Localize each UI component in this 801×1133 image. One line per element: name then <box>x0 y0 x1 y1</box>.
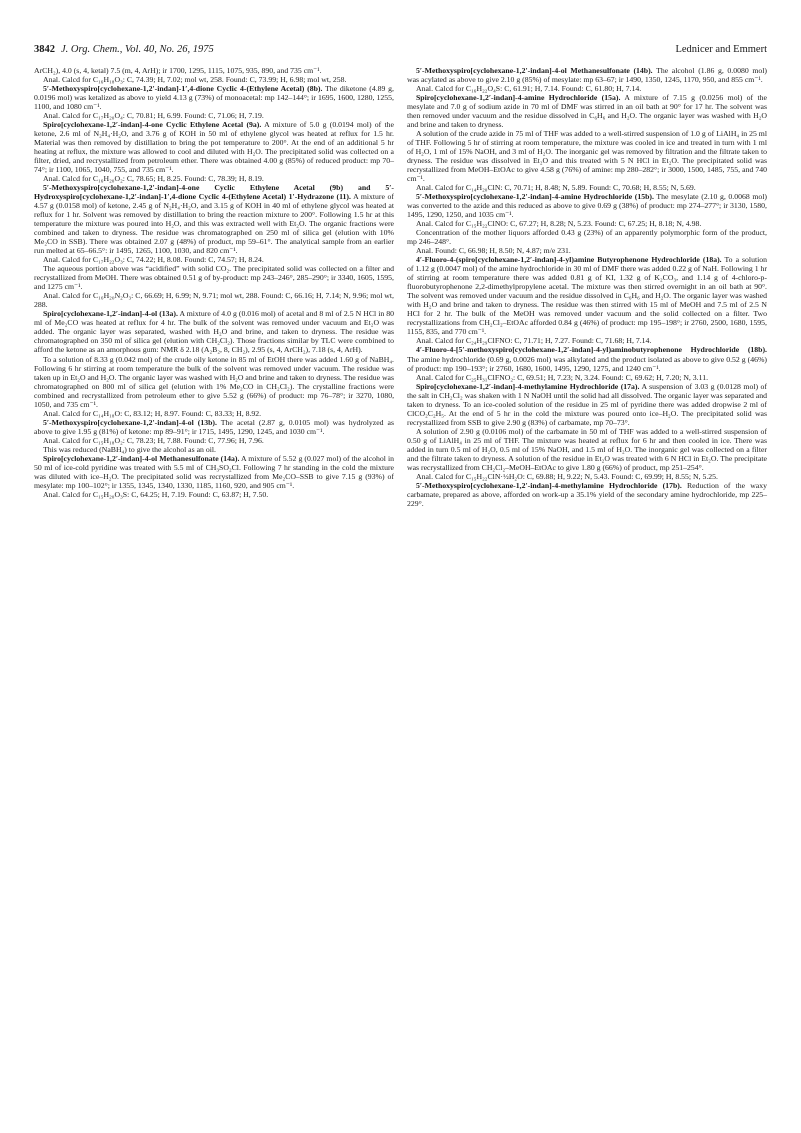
paragraph-body: Reduction of the waxy carbamate, prepared as above, afforded on work-up a 35.1% yield of the secondary amine hydrochloride, mp 225–229°. <box>407 480 767 508</box>
paragraph <box>34 454 394 490</box>
paragraph <box>407 336 767 345</box>
paragraph <box>34 84 394 111</box>
paragraph-body: The alcohol (1.86 g, 0.0080 mol) was acylated as above to give 2.10 g (85%) of mesylate: mp 63–67; ir 1490, 1350, 1245, 1170, 950, and 855 cm⁻¹. <box>407 66 767 85</box>
paragraph <box>34 445 394 454</box>
paragraph-body: Anal. Calcd for C₁₄H₁₈O: C, 83.12; H, 8.97. Found: C, 83.33; H, 8.92. <box>43 408 262 418</box>
paragraph-body: The amine hydrochloride (0.69 g, 0.0026 mol) was alkylated and the product isolated as above to give 0.52 g (46%) of product: mp 190–193°; ir 2760, 1680, 1600, 1495, 1290, 1275, and 1240 cm⁻¹. <box>407 354 767 373</box>
paragraph <box>34 120 394 174</box>
page-number: 3842 <box>34 44 55 55</box>
paragraph <box>407 228 767 246</box>
paragraph-body: ArCH₂), 4.0 (s, 4, ketal) 7.5 (m, 4, ArH); ir 1700, 1295, 1115, 1075, 935, 890, and 735 cm⁻¹. <box>34 66 322 75</box>
compound-heading: 5′-Methoxyspiro[cyclohexane-1,2′-indan]-4-methylamine Hydrochloride (17b). <box>416 480 682 490</box>
right-column <box>407 66 767 508</box>
paragraph-body: To a solution of 8.33 g (0.042 mol) of the crude oily ketone in 85 ml of EtOH there was added 1.60 g of NaBH₄. Following 6 hr stirring at room temperature the bulk of the solvent was removed under vacuum. The residue was taken up in Et₂O and H₂O. The organic layer was washed with H₂O and brine and taken to dryness. The residue was chromatographed on 800 ml of silica gel (elution with 1% Me₂CO in CH₂Cl₂). The crystalline fractions were combined and recrystallized from petroleum ether to give 5.52 g (66%) of product: mp 76–78°; ir 3270, 1080, 1050, and 735 cm⁻¹. <box>34 354 394 409</box>
paragraph <box>34 409 394 418</box>
paragraph <box>34 75 394 84</box>
paragraph-body: This was reduced (NaBH₄) to give the alcohol as an oil. <box>43 444 216 454</box>
paragraph-body: Anal. Found: C, 66.98; H, 8.50; N, 4.87; m/e 231. <box>416 246 571 256</box>
paragraph-body: Anal. Calcd for C₁₅H₂₂ClN·½H₂O: C, 69.88; H, 9.22; N, 5.43. Found: C, 69.99; H, 8.55; N, 5.25. <box>416 471 718 481</box>
paragraph-body: A mixture of 7.15 g (0.0256 mol) of the mesylate and 7.0 g of sodium azide in 70 ml of DMF was stirred in an oil bath at 90° for 17 hr. The solvent was then removed under vacuum and the residue dissolved in C₆H₆ and H₂O. The organic layer was washed with H₂O and brine and taken to dryness. <box>407 93 767 130</box>
paragraph <box>34 66 394 75</box>
paragraph-body: The diketone (4.89 g, 0.0196 mol) was ketalized as above to yield 4.13 g (73%) of monoacetal: mp 142–144°; ir 1695, 1600, 1280, 1255, 1100, and 1080 cm⁻¹. <box>34 84 394 112</box>
paragraph-body: A mixture of 5.0 g (0.0194 mol) of the ketone, 2.6 ml of N₂H₄·H₂O, and 3.76 g of KOH in 50 ml of ethylene glycol was heated at reflux for 1.5 hr. Material was then removed by distillation to bring the pot temperature to 200°. At the end of an additional 5 hr heating at reflux, the mixture was allowed to cool and diluted with H₂O. The precipitated solid was collected on a filter, dried, and recrystallized from petroleum ether. There was obtained 4.00 g (85%) of reduced product: mp 70–74°; ir 1100, 1065, 1040, 755, and 735 cm⁻¹. <box>34 120 394 175</box>
compound-heading: Spiro[cyclohexane-1,2′-indan]-4-methylamine Hydrochloride (17a). <box>416 381 640 391</box>
paragraph <box>34 418 394 436</box>
paragraph-body: Anal. Calcd for C₂₄H₂₉ClFNO: C, 71.71; H, 7.27. Found: C, 71.68; H, 7.14. <box>416 336 652 346</box>
compound-heading: 4′-Fluoro-4-[5′-methoxyspiro[cyclohexane-1,2′-indan]-4-yl)aminobutyrophenone Hydrochloride (18b). <box>416 345 767 355</box>
paragraph-body: Anal. Calcd for C₁₆H₂₀O₂: C, 78.65; H, 8.25. Found: C, 78.39; H, 8.19. <box>43 174 264 184</box>
compound-heading: Spiro[cyclohexane-1,2′-indan]-4-ol Methanesulfonate (14a). <box>43 453 240 463</box>
compound-heading: 5′-Methoxyspiro[cyclohexane-1,2′-indan]-4-one Cyclic Ethylene Acetal (9b) and 5′-Hydroxyspiro[cyclohexane-1,2′-indan]-1′,4-dione Cyclic 4-(Ethylene Acetal) 1′-Hydrazone (11). <box>34 183 394 202</box>
paragraph-body: A solution of 2.90 g (0.0106 mol) of the carbamate in 50 ml of THF was added to a well-stirred suspension of 0.50 g of LiAlH₄ in 25 ml of THF. The mixture was heated at reflux for 6 hr and then cooled in ice. There was added in turn 0.5 ml of H₂O, 0.5 ml of 15% NaOH, and 1.5 ml of H₂O. The inorganic gel was collected on a filter and the filtrate taken to dryness. A solution of the residue in Et₂O was treated with 6 N HCl in Et₂O. The precipitate was recrystallized from CH₂Cl₂–MeOH–EtOAc to give 1.80 g (66%) of product, mp 251–254°. <box>407 426 767 472</box>
paragraph <box>407 382 767 427</box>
paragraph <box>407 129 767 183</box>
paragraph-body: Concentration of the mother liquors afforded 0.43 g (23%) of an apparently polymorphic form of the product, mp 246–248°. <box>407 228 767 247</box>
journal-citation: J. Org. Chem., Vol. 40, No. 26, 1975 <box>61 44 214 55</box>
paragraph <box>407 192 767 219</box>
paragraph-body: Anal. Calcd for C₁₅H₁₈O₂: C, 78.23; H, 7.88. Found: C, 77.96; H, 7.96. <box>43 435 264 445</box>
paragraph-body: Anal. Calcd for C₁₆H₁₈O₃: C, 74.39; H, 7.02; mol wt, 258. Found: C, 73.99; H, 6.98; mol wt, 258. <box>43 75 347 85</box>
header-authors: Lednicer and Emmert <box>675 44 767 55</box>
paragraph <box>407 255 767 336</box>
paragraph-body: A mixture of 4.0 g (0.016 mol) of acetal and 8 ml of 2.5 N HCl in 80 ml of Me₂CO was heated at reflux for 4 hr. The bulk of the solvent was removed under vacuum and Et₂O was added. The organic layer was separated, washed with H₂O and brine, and taken to dryness. The residue was chromatographed on 350 ml of silica gel (elution with CH₂Cl₂). Those fractions similar by TLC were combined to afford the ketone as an amorphous gum: NMR δ 2.18 (A₂B₂, 8, CH₂), 2.95 (s, 4, ArCH₂), 7.18 (s, 4, ArH). <box>34 309 394 355</box>
paragraph-body: Anal. Calcd for C₁₅H₂₂ClNO: C, 67.27; H, 8.28; N, 5.23. Found: C, 67.25; H, 8.18; N, 4.98. <box>416 219 702 229</box>
paragraph <box>407 472 767 481</box>
paragraph <box>407 93 767 129</box>
paragraph <box>407 345 767 372</box>
paragraph <box>34 355 394 409</box>
paragraph <box>407 66 767 84</box>
paragraph-body: A suspension of 3.03 g (0.0128 mol) of the salt in CH₂Cl₂ was shaken with 1 N NaOH until the solid had all dissolved. The organic layer was separated and taken to dryness. To an ice-cooled solution of the residue in 25 ml of pyridine there was added dropwise 2 ml of ClCO₂C₂H₅. At the end of 5 hr in the cold the mixture was poured onto ice–H₂O. The precipitated solid was recrystallized from SSB to give 2.90 g (83%) of carbamate, mp 70–73°. <box>407 381 767 427</box>
compound-heading: 4′-Fluoro-4-(spiro[cyclohexane-1,2′-indan]-4-yl)amine Butyrophenone Hydrochloride (18a). <box>416 255 722 265</box>
paragraph-body: Anal. Calcd for C₁₇H₂₀O₄: C, 70.81; H, 6.99. Found: C, 71.06; H, 7.19. <box>43 111 264 121</box>
paragraph-body: A solution of the crude azide in 75 ml of THF was added to a well-stirred suspension of 1.0 g of LiAlH₄ in 25 ml of THF. Following 5 hr of stirring at room temperature, the mixture was cooled in ice and treated in turn with 1 ml of H₂O, 1 ml of 15% NaOH, and 3 ml of H₂O. The inorganic gel was removed by filtration and the filtrate taken to dryness. The residue was dissolved in Et₂O and this treated with 5 N HCl in Et₂O. The precipitated solid was recrystallized from MeOH–EtOAc to give 4.58 g (76%) of amine: mp 280–282°; ir 3000, 1500, 1485, 755, and 740 cm⁻¹. <box>407 129 767 184</box>
compound-heading: Spiro[cyclohexane-1,2′-indan]-4-ol (13a). <box>43 309 178 319</box>
compound-heading: 5′-Methoxyspiro[cyclohexane-1,2′-indan]-4-ol Methanesulfonate (14b). <box>416 66 653 75</box>
paragraph <box>34 264 394 291</box>
paragraph-body: A mixture of 5.52 g (0.027 mol) of the alcohol in 50 ml of ice-cold pyridine was treated with 5.5 ml of CH₃SO₂Cl. Following 7 hr standing in the cold the mixture was diluted with ice–H₂O. The precipitated solid was recrystallized from Me₂CO–SSB to give 7.15 g (93%) of mesylate: mp 100–102°; ir 1355, 1345, 1340, 1330, 1185, 1160, 920, and 905 cm⁻¹. <box>34 453 394 490</box>
paragraph <box>34 291 394 309</box>
paragraph-body: A mixture of 4.57 g (0.0158 mol) of ketone, 2.45 g of N₂H₄·H₂O, and 3.15 g of KOH in 40 ml of ethylene glycol was heated at reflux for 1 hr. Solvent was removed by distillation to bring the reaction mixture to 200°. Following 1.5 hr at this temperature the mixture was poured into H₂O, and this was extracted well with Et₂O. The organic fractions were combined and taken to dryness. The residue was chromatographed on 250 ml of silica gel (elution with 10% Me₂CO in SSB). There was obtained 2.07 g (48%) of product, mp 59–61°. The analytical sample from an earlier run melted at 65–66.5°: ir 1495, 1265, 1100, 1030, and 820 cm⁻¹. <box>34 192 394 256</box>
paragraph-body: Anal. Calcd for C₁₅H₂₀O₃S: C, 64.25; H, 7.19. Found: C, 63.87; H, 7.50. <box>43 489 269 499</box>
paragraph-body: The mesylate (2.10 g, 0.0068 mol) was converted to the azide and this reduced as above to give 0.69 g (38%) of product: mp 274–277°; ir 3130, 1580, 1495, 1290, 1250, and 1035 cm⁻¹. <box>407 192 767 220</box>
paragraph <box>407 84 767 93</box>
compound-heading: 5′-Methoxyspiro[cyclohexane-1,2′-indan]-4-ol (13b). <box>43 417 217 427</box>
compound-heading: 5′-Methoxyspiro[cyclohexane-1,2′-indan]-4-amine Hydrochloride (15b). <box>416 192 654 202</box>
paragraph <box>407 246 767 255</box>
paragraph <box>34 183 394 255</box>
paragraph <box>34 174 394 183</box>
paragraph <box>34 111 394 120</box>
page-header <box>34 44 767 60</box>
left-column <box>34 66 394 499</box>
paragraph-body: Anal. Calcd for C₁₆H₂₀N₂O₃: C, 66.69; H, 6.99; N, 9.71; mol wt, 288. Found: C, 66.16; H, 7.14; N, 9.96; mol wt, 288. <box>34 291 394 310</box>
header-left <box>34 44 214 55</box>
paragraph-body: Anal. Calcd for C₁₇H₂₂O₃: C, 74.22; H, 8.08. Found: C, 74.57; H, 8.24. <box>43 255 264 265</box>
paragraph-body: Anal. Calcd for C₁₄H₂₀ClN: C, 70.71; H, 8.48; N, 5.89. Found: C, 70.68; H, 8.55; N, 5.69. <box>416 183 696 193</box>
paragraph <box>34 309 394 354</box>
paragraph <box>34 436 394 445</box>
paragraph-body: Anal. Calcd for C₂₅H₃₁ClFNO₂: C, 69.51; H, 7.23; N, 3.24. Found: C, 69.62; H, 7.20; N, 3.11. <box>416 372 709 382</box>
paragraph <box>34 255 394 264</box>
paragraph-body: Anal. Calcd for C₁₆H₂₂O₄S: C, 61.91; H, 7.14. Found: C, 61.80; H, 7.14. <box>416 84 642 94</box>
paragraph <box>407 219 767 228</box>
compound-heading: Spiro[cyclohexane-1,2′-indan]-4-one Cyclic Ethylene Acetal (9a). <box>43 120 262 130</box>
paragraph-body: To a solution of 1.12 g (0.0047 mol) of the amine hydrochloride in 30 ml of DMF there was added 0.22 g of NaH. Following 1 hr of stirring at room temperature there was added 0.81 g of KI, 1.32 g of K₂CO₃, and 1.14 g of 4-chloro-p-fluorobutyrophenone 2,2-dimethylpropylene acetal. The mixture was then stirred overnight in an oil bath at 90°. The solvent was removed under vacuum and the residue dissolved in C₆H₆ and H₂O. The organic layer was washed with H₂O and brine and taken to dryness. The residue was then stirred with 15 ml of MeOH and 7.5 ml of 2.5 N HCl for 2 hr. The bulk of the MeOH was removed under vacuum and the solid collected on a filter. Two recrystallizations from CH₂Cl₂–EtOAc afforded 0.84 g (46%) of product: mp 195–198°; ir 2760, 2500, 1680, 1595, 1155, 835, and 770 cm⁻¹. <box>407 255 767 337</box>
paragraph-body: The acetal (2.87 g, 0.0105 mol) was hydrolyzed as above to give 1.95 g (81%) of ketone: mp 89–91°; ir 1715, 1495, 1290, 1245, and 1030 cm⁻¹. <box>34 417 394 436</box>
paragraph <box>34 490 394 499</box>
compound-heading: Spiro[cyclohexane-1,2′-indan]-4-amine Hydrochloride (15a). <box>416 93 621 103</box>
paragraph <box>407 183 767 192</box>
paragraph <box>407 373 767 382</box>
paragraph <box>407 481 767 508</box>
compound-heading: 5′-Methoxyspiro[cyclohexane-1,2′-indan]-1′,4-dione Cyclic 4-(Ethylene Acetal) (8b). <box>43 84 323 94</box>
paragraph <box>407 427 767 472</box>
paragraph-body: The aqueous portion above was “acidified” with solid CO₂. The precipitated solid was collected on a filter and recrystallized from MeOH. There was obtained 0.51 g of by-product: mp 243–246°, 285–290°; ir 3340, 1605, 1595, and 1275 cm⁻¹. <box>34 264 394 292</box>
